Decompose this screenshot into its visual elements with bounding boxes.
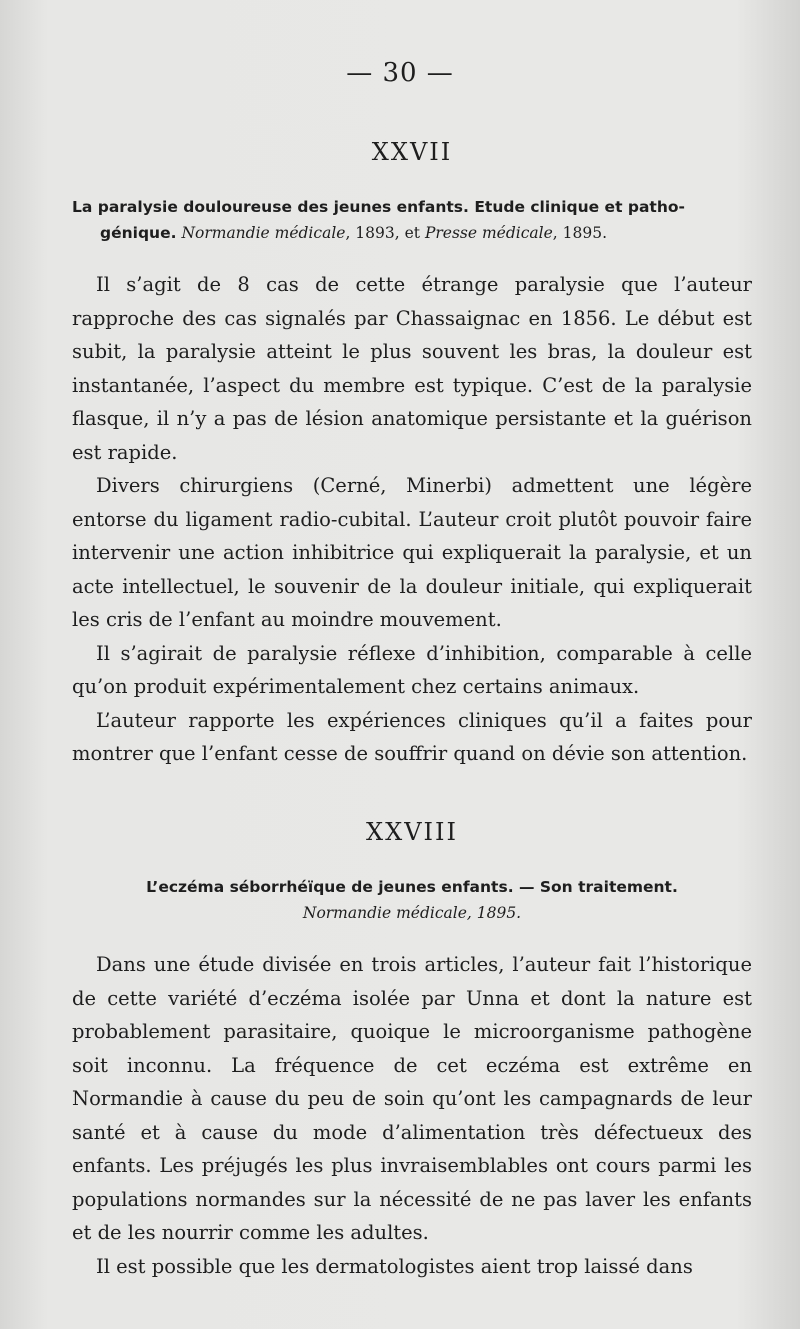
section-source (181, 224, 607, 242)
paragraph: Il s’agit de 8 cas de cette étrange paralysie que l’auteur rapproche des cas signalés par Chassaignac en 1856. Le début est subit, la paralysie atteint le plus souvent les bras, la douleur est instantanée, l’aspect du membre est typique. C’est de la paralysie flasque, il n’y a pas de lésion anatomique persistante et la guérison est rapide. (72, 273, 752, 464)
section-xxvii (72, 138, 752, 771)
section-title-cont: génique. (100, 224, 177, 242)
source-journal-b: Presse médicale (424, 224, 553, 242)
section-title: L’eczéma séborrhéïque de jeunes enfants. — Son traitement. (146, 878, 678, 896)
section-numeral: XXVII (371, 138, 453, 166)
paragraph: L’auteur rapporte les expériences cliniques qu’il a faites pour montrer que l’enfant cesse de souffrir quand on dévie son attention. (72, 708, 752, 765)
section-heading-line2 (72, 220, 752, 246)
section-heading (72, 874, 752, 926)
paragraph: Divers chirurgiens (Cerné, Minerbi) admettent une légère entorse du ligament radio-cubital. L’auteur croit plutôt pouvoir faire intervenir une action inhibitrice qui expliquerait la paralysie, et un acte intellectuel, le souvenir de la douleur initiale, qui expliquerait les cris de l’enfant au moindre mouvement. (72, 474, 752, 631)
section-title: La paralysie douloureuse des jeunes enfants. Etude clinique et patho- (72, 198, 685, 216)
section-xxviii (72, 818, 752, 1283)
paragraph: Il est possible que les dermatologistes aient trop laissé dans (96, 1254, 693, 1278)
paragraph: Il s’agirait de paralysie réflexe d’inhibition, comparable à celle qu’on produit expérimentalement chez certains animaux. (72, 641, 752, 698)
source-journal-a: Normandie médicale (181, 224, 346, 242)
section-numeral: XXVIII (366, 818, 458, 846)
source-year-b: , 1895. (552, 224, 607, 242)
section-heading (72, 194, 752, 246)
paragraph: Dans une étude divisée en trois articles, l’auteur fait l’historique de cette variété d’eczéma isolée par Unna et dont la nature est probablement parasitaire, quoique le microorganisme pathogène soit inconnu. La fréquence de cet eczéma est extrême en Normandie à cause du peu de soin qu’ont les campagnards de leur santé et à cause du mode d’alimentation très défectueux des enfants. Les préjugés les plus invraisemblables ont cours parmi les populations normandes sur la nécessité de ne pas laver les enfants et de les nourrir comme les adultes. (72, 953, 752, 1244)
page-number: — 30 — (346, 58, 454, 88)
section-source: Normandie médicale, 1895. (302, 904, 522, 922)
source-year-a: , 1893, et (345, 224, 425, 242)
